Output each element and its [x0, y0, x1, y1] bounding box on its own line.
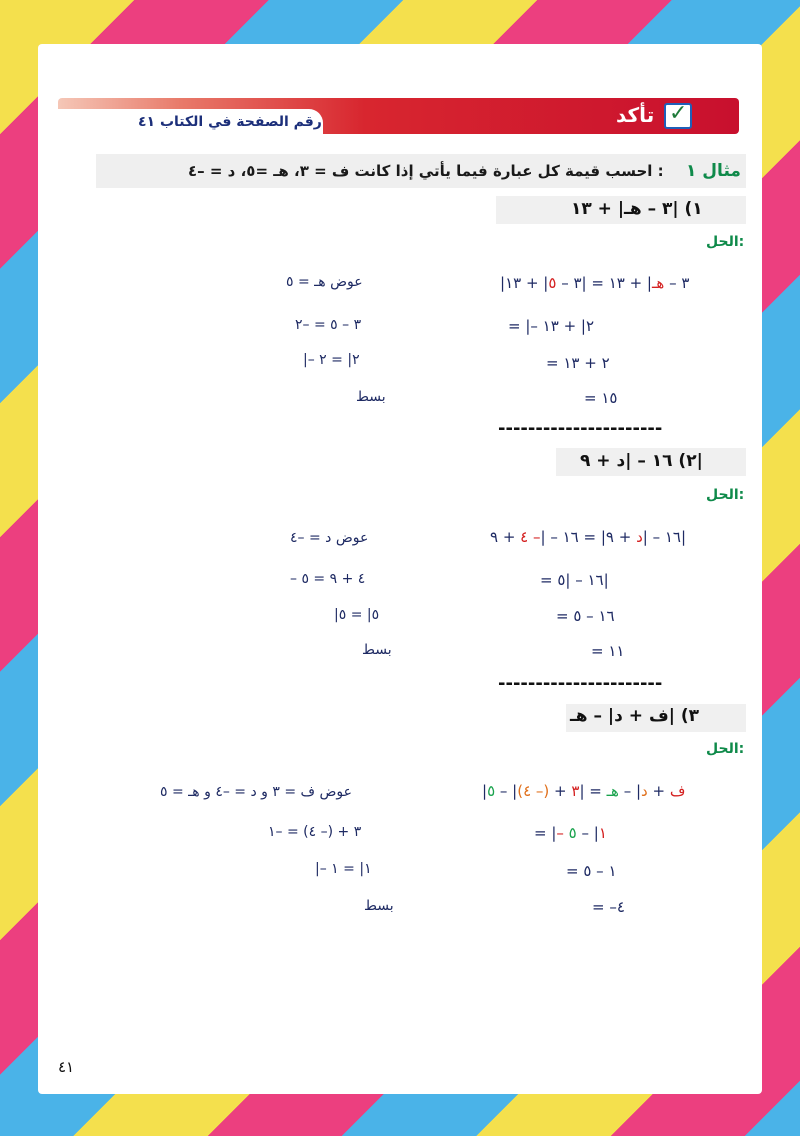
problem-3-note-2: ٣ + (– ٤) = –١: [268, 824, 362, 840]
problem-2-note-4: بسط: [362, 642, 392, 658]
problem-1-note-1: عوض هـ = ٥: [286, 274, 363, 290]
separator-1: ----------------------: [498, 418, 663, 439]
problem-2-note-3: |٥| = ٥: [334, 607, 380, 623]
problem-3-prompt: ٣) |ف + د| – هـ: [570, 706, 699, 726]
problem-2-step-4: = ١١: [591, 642, 625, 660]
problem-1-step-1: |٣ – هـ| + ١٣ = |٣ – ٥| + ١٣: [500, 274, 690, 292]
problem-1-step-3: = ٢ + ١٣: [546, 354, 610, 372]
example-label: مثال ١: [686, 161, 741, 181]
problem-2-step-2: = ١٦ – |٥|: [540, 571, 609, 589]
problem-1-step-2: = |– ٢| + ١٣: [508, 317, 595, 335]
problem-3-step-4: = –٤: [592, 898, 625, 916]
question-text: احسب قيمة كل عبارة فيما يأتي إذا كانت ف = ٣، هـ =٥، د = –٤ :: [188, 162, 664, 180]
problem-3-step-3: = ١ – ٥: [566, 862, 617, 880]
solution-label: الحل:: [706, 741, 745, 757]
problem-2-step-3: = ١٦ – ٥: [556, 607, 615, 625]
worksheet-page: [38, 44, 762, 1094]
problem-1-note-4: بسط: [356, 389, 386, 405]
book-page-reference: رقم الصفحة في الكتاب ٤١: [138, 114, 322, 130]
problem-3-step-2: = |– ١| – ٥: [534, 824, 607, 842]
problem-1-prompt: ١) |٣ – هـ| + ١٣: [571, 199, 703, 219]
problem-2-step-1: ١٦ – |د + ٩| = ١٦ – |– ٤ + ٩|: [490, 528, 687, 546]
separator-2: ----------------------: [498, 673, 663, 694]
problem-2-note-2: – ٤ + ٩ = ٥: [290, 571, 366, 587]
problem-1-note-3: |– ٢| = ٢: [303, 352, 360, 368]
page-number: ٤١: [58, 1058, 75, 1076]
problem-2-note-1: عوض د = –٤: [290, 530, 369, 546]
problem-3-note-4: بسط: [364, 898, 394, 914]
solution-label: الحل:: [706, 234, 745, 250]
problem-3-step-1: | ف + د| – هـ = |٣ + (– ٤)| – ٥: [482, 782, 686, 800]
checkmark-icon: ✓: [664, 103, 692, 129]
section-title: تأكد: [616, 103, 655, 127]
solution-label: الحل:: [706, 487, 745, 503]
problem-3-note-3: |– ١| = ١: [315, 861, 372, 877]
problem-3-note-1: عوض ف = ٣ و د = –٤ و هـ = ٥: [160, 784, 353, 800]
problem-1-step-4: = ١٥: [584, 389, 618, 407]
problem-2-prompt: ٢) ١٦ – |د + ٩|: [580, 451, 703, 471]
problem-1-note-2: ٣ – ٥ = –٢: [295, 317, 362, 333]
